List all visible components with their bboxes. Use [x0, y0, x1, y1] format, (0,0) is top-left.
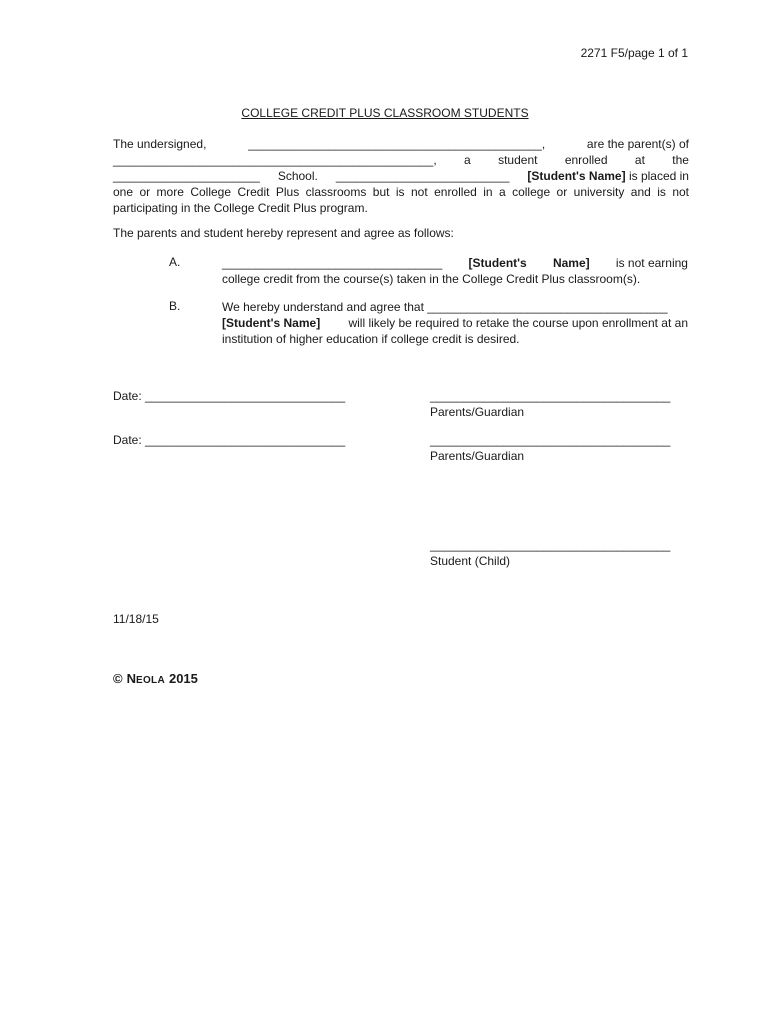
parent-name-blank[interactable]: ____________________________________________,	[248, 137, 546, 151]
student-signature-block	[430, 538, 670, 569]
intro-line-2	[113, 152, 689, 168]
date-field[interactable]: Date: ______________________________	[113, 433, 346, 447]
student-name-blank[interactable]: _________________________________	[222, 256, 443, 270]
intro-text: The undersigned,	[113, 137, 207, 151]
item-text: college credit from the course(s) taken in the College Credit Plus classroom(s).	[222, 272, 641, 286]
signature-label: Parents/Guardian	[430, 405, 525, 419]
intro-line-3	[113, 168, 689, 184]
document-title: COLLEGE CREDIT PLUS CLASSROOM STUDENTS	[241, 106, 529, 120]
item-text: We hereby understand and agree that ____________________________________	[222, 300, 668, 314]
copyright-symbol: ©	[113, 671, 123, 686]
intro-paragraph	[113, 136, 689, 216]
parent-signature-block	[430, 389, 670, 420]
page-reference: 2271 F5/page 1 of 1	[580, 46, 688, 60]
item-text: is not earning	[615, 256, 688, 270]
intro-text: the	[672, 153, 689, 167]
student-name-blank[interactable]: __________________________	[335, 169, 510, 183]
intro-text: is placed in	[628, 169, 689, 183]
neola-logo-n: N	[126, 671, 136, 686]
intro-text: at	[634, 153, 645, 167]
signature-line[interactable]: ____________________________________	[430, 538, 671, 552]
agreement-intro: The parents and student hereby represent and agree as follows:	[113, 226, 454, 240]
intro-line-4: one or more College Credit Plus classrooms but is not enrolled in a college or university and is not	[113, 185, 689, 199]
copyright-year: 2015	[168, 671, 198, 686]
signature-line[interactable]: ____________________________________	[430, 389, 671, 403]
revision-date: 11/18/15	[113, 612, 159, 626]
student-name-blank[interactable]: ________________________________________________,	[113, 153, 437, 167]
intro-line-5: participating in the College Credit Plus program.	[113, 201, 368, 215]
school-name-blank[interactable]: ______________________	[113, 169, 260, 183]
student-name-label: [Student's Name]	[222, 316, 321, 330]
date-field[interactable]: Date: ______________________________	[113, 389, 346, 403]
student-name-label: [Student's Name]	[527, 169, 626, 183]
signature-label: Student (Child)	[430, 554, 511, 568]
item-body	[222, 299, 688, 347]
neola-logo-rest: EOLA	[135, 675, 165, 686]
student-name-label: [Student's	[468, 256, 527, 270]
intro-text: are the parent(s) of	[586, 137, 689, 151]
student-name-label: Name]	[552, 256, 590, 270]
item-letter: A.	[169, 255, 181, 269]
item-text: will likely be required to retake the course upon enrollment at an	[348, 316, 688, 330]
intro-text: a	[464, 153, 471, 167]
intro-text: enrolled	[564, 153, 608, 167]
intro-line-1	[113, 136, 689, 152]
intro-text: student	[498, 153, 538, 167]
item-text: institution of higher education if college credit is desired.	[222, 332, 520, 346]
item-letter: B.	[169, 299, 181, 313]
item-body	[222, 255, 688, 287]
intro-text: School.	[277, 169, 318, 183]
copyright-notice	[113, 671, 198, 686]
signature-line[interactable]: ____________________________________	[430, 433, 671, 447]
signature-label: Parents/Guardian	[430, 449, 525, 463]
parent-signature-block	[430, 433, 670, 464]
